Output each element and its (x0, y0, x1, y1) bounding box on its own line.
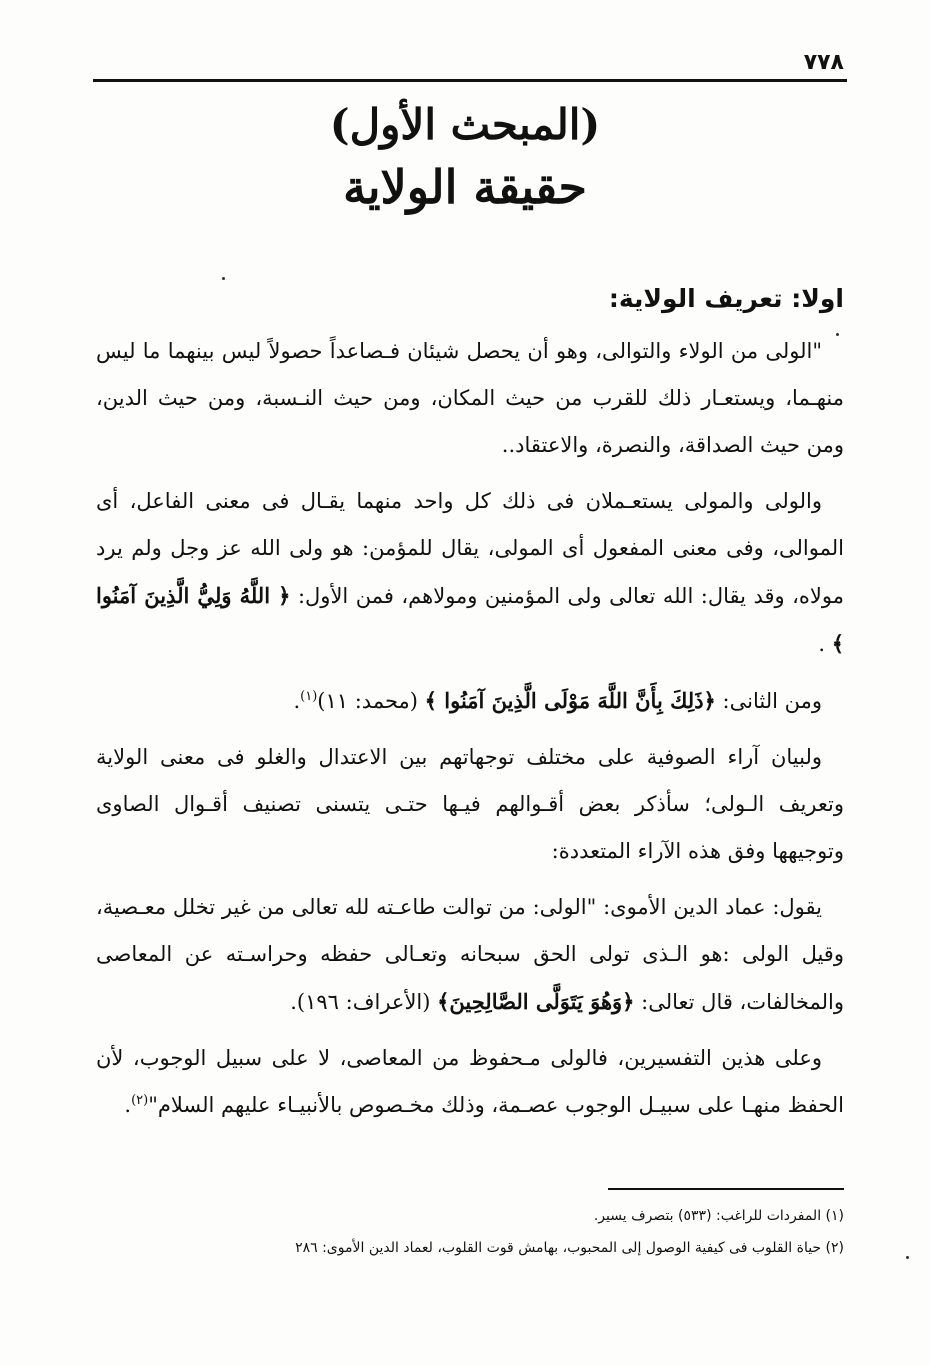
paragraph-6 (96, 1035, 844, 1129)
paragraph-3 (96, 677, 844, 725)
footnote-ref: (٢) (131, 1093, 149, 1108)
paragraph-text: ولبيان آراء الصوفية على مختلف توجهاتهم بين الاعتدال والغلو فى معنى الولاية وتعريف الـولى؛ سأذكر بعض أقـوالهم فيـها حتـى يتسنى تصنيف أقـوال الصاوى وتوجيهها وفق هذه الآراء المتعددة: (96, 745, 844, 863)
footnotes (84, 1200, 844, 1264)
paragraph-text: ومن الثانى: (715, 689, 822, 713)
section-heading: اولا: تعريف الولاية: (608, 284, 844, 313)
quran-verse: ﴿وَهُوَ يَتَوَلَّى الصَّالِحِينَ﴾ (437, 989, 635, 1014)
paragraph-5 (96, 884, 844, 1026)
paragraph-1 (96, 328, 844, 469)
paragraph-text: وعلى هذين التفسيرين، فالولى مـحفوظ من المعاصى، لا على سبيل الوجوب، لأن الحفظ منهـا على سبيـل الوجوب عصـمة، وذلك مخـصوص بالأنبيـاء عليهم السلام" (96, 1046, 844, 1117)
paragraph-text: (الأعراف: ١٩٦). (290, 990, 438, 1014)
body-text (96, 328, 844, 1138)
header-rule (93, 79, 847, 82)
paragraph-text: . (818, 632, 832, 656)
paragraph-text: (محمد: ١١) (317, 689, 425, 713)
paragraph-text: يقول: عماد الدين الأموى: "الولى: من توالت طاعـته لله تعالى من غير تخلل معـصية، وقيل الولى :هو الـذى تولى الحق سبحانه وتعـالى حفظه وحراسـته عن المعاصى والمخالفات، قال تعالى: (96, 895, 844, 1014)
scan-speck (836, 333, 839, 336)
chapter-subtitle: حقيقة الولاية (343, 160, 587, 214)
paragraph-text: "الولى من الولاء والتوالى، وهو أن يحصل شيئان فـصاعداً حصولاً ليس بينهما ما ليس منهـما، ويستعـار ذلك للقرب من حيث المكان، ومن حيث النـسبة، ومن حيث الدين، ومن حيث الصداقة، والنصرة، والاعتقاد.. (96, 339, 844, 457)
quran-verse: ﴿ذَلِكَ بِأَنَّ اللَّهَ مَوْلَى الَّذِينَ آمَنُوا ﴾ (424, 688, 716, 713)
scan-speck (906, 1256, 909, 1259)
page-number: ٧٧٨ (803, 50, 844, 75)
footnote-2: (٢) حياة القلوب فى كيفية الوصول إلى المحبوب، بهامش قوت القلوب، لعماد الدين الأموى: ٢٨٦ (295, 1240, 844, 1256)
scan-speck (222, 277, 225, 280)
paragraph-4 (96, 734, 844, 875)
paragraph-text: والولى والمولى يستعـملان فى ذلك كل واحد منهما يقـال فى معنى الفاعل، أى الموالى، وفى معنى المفعول أى المولى، يقال للمؤمن: هو ولى الله عز وجل ولم يرد مولاه، وقد يقال: الله تعالى ولى المؤمنين ومولاهم، فمن الأول: (96, 489, 844, 608)
paragraph-text: . (293, 689, 301, 713)
paragraph-text: . (124, 1093, 132, 1117)
footnote-rule (608, 1188, 844, 1190)
footnote-1: (١) المفردات للراغب: (٥٣٣) بتصرف يسير. (593, 1208, 844, 1224)
footnote-ref: (١) (300, 689, 318, 704)
quran-verse: ﴿ اللَّهُ وَلِيُّ الَّذِينَ آمَنُوا ﴾ (96, 583, 844, 656)
chapter-title: (المبحث الأول) (329, 100, 601, 149)
paragraph-2 (96, 478, 844, 668)
